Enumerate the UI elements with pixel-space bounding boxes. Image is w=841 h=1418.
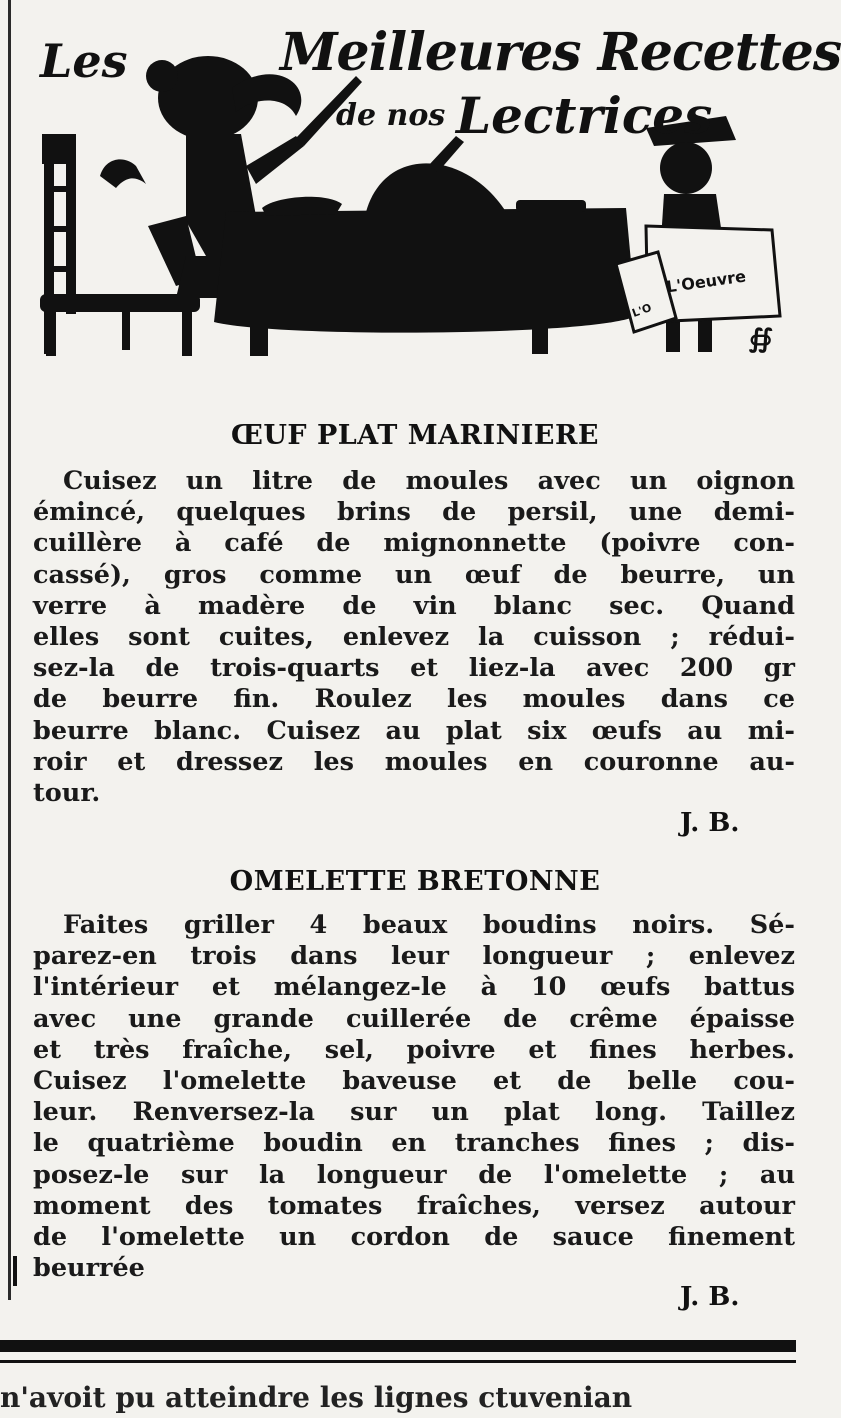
recipe-line: moment des tomates fraîches, versez autour [33,1190,795,1221]
newspaper-label: L'Oeuvre [665,266,748,297]
section-rule-thin [0,1360,796,1363]
recipe-line: Cuisez l'omelette baveuse et de belle cou- [33,1066,795,1097]
table-silhouette [214,136,636,356]
column-mark [13,1256,17,1286]
recipe-line: émincé, quelques brins de persil, une demi- [33,497,795,528]
recipe-signature-omelette: J. B. [680,1282,740,1312]
recipe-line: l'intérieur et mélangez-le à 10 œufs battus [33,972,795,1003]
recipe-line: sez-la de trois-quarts et liez-la avec 200 gr [33,653,795,684]
column-rule-left [8,0,11,1300]
next-article-fragment: n'avoit pu atteindre les lignes ctuvenian [0,1381,633,1414]
masthead-title-lectrices: Lectrices [456,86,713,145]
recipe-line: et très fraîche, sel, poivre et fines herbes. [33,1034,795,1065]
recipe-line: beurrée [33,1253,145,1284]
section-rule-thick [0,1340,796,1352]
recipe-signature-oeuf-plat: J. B. [680,808,740,838]
recipe-body-oeuf-plat [33,466,795,809]
recipe-heading-omelette: OMELETTE BRETONNE [229,866,601,897]
masthead-title-de: de nos [336,98,446,133]
recipe-line: posez-le sur la longueur de l'omelette ; au [33,1159,795,1190]
recipe-line: parez-en trois dans leur longueur ; enlevez [33,941,795,972]
recipe-line: Cuisez un litre de moules avec un oignon [63,466,795,496]
recipe-body-omelette [33,910,795,1284]
masthead-title-les: Les [40,34,128,88]
recipe-line: tour. [33,778,101,809]
recipe-heading-oeuf-plat: ŒUF PLAT MARINIERE [230,420,600,451]
recipe-line: cuillère à café de mignonnette (poivre con- [33,528,795,559]
recipe-line: de beurre fin. Roulez les moules dans ce [33,684,795,715]
recipe-line: avec une grande cuillerée de crême épaisse [33,1003,795,1034]
newspaper-label-small: L'O [630,301,654,320]
recipe-line: elles sont cuites, enlevez la cuisson ; rédui- [33,622,795,653]
recipe-line: cassé), gros comme un œuf de beurre, un [33,559,795,590]
masthead-title-main: Meilleures Recettes [280,22,841,83]
recipe-line: Faites griller 4 beaux boudins noirs. Sé- [63,910,795,940]
recipe-line: le quatrième boudin en tranches fines ; dis- [33,1128,795,1159]
artist-mark: ∯ [748,324,774,354]
recipe-line: beurre blanc. Cuisez au plat six œufs au mi- [33,715,795,746]
recipe-line: verre à madère de vin blanc sec. Quand [33,590,795,621]
recipe-line: de l'omelette un cordon de sauce finement [33,1222,795,1253]
masthead-illustration [36,16,841,368]
recipe-line: roir et dressez les moules en couronne au- [33,746,795,777]
recipe-line: leur. Renversez-la sur un plat long. Taillez [33,1097,795,1128]
